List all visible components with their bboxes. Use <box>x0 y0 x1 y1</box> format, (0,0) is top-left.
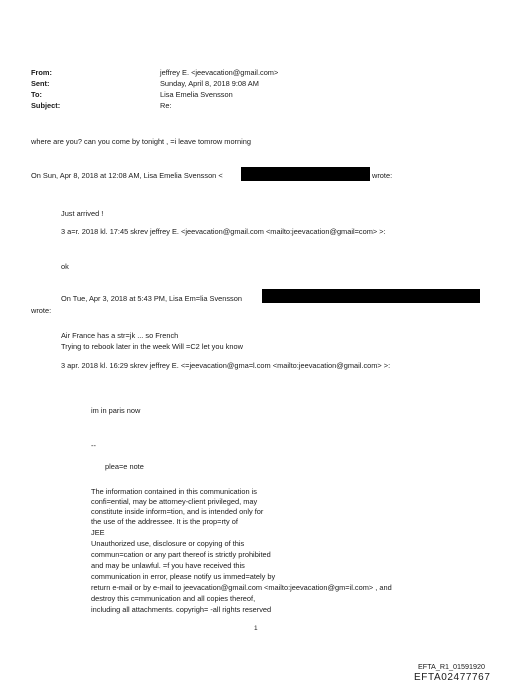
disclaimer-line: commun=cation or any part thereof is strictly prohibited <box>91 550 271 559</box>
to-label: To: <box>31 90 42 99</box>
subject-value: Re: <box>160 101 172 110</box>
paris-line: im in paris now <box>91 406 141 415</box>
disclaimer-line: JEE <box>91 528 105 537</box>
bates-number-small: EFTA_R1_01591920 <box>418 662 485 671</box>
quote2-wrote: wrote: <box>31 306 52 315</box>
from-label: From: <box>31 68 52 77</box>
sent-label: Sent: <box>31 79 50 88</box>
quote1-intro: On Sun, Apr 8, 2018 at 12:08 AM, Lisa Emelia Svensson < <box>31 171 223 180</box>
to-value: Lisa Emelia Svensson <box>160 90 233 99</box>
sent-value: Sunday, April 8, 2018 9:08 AM <box>160 79 259 88</box>
just-arrived: Just arrived ! <box>61 209 104 218</box>
quote2-intro: On Tue, Apr 3, 2018 at 5:43 PM, Lisa Em=lia Svensson <box>61 294 242 303</box>
redaction-block <box>262 289 480 303</box>
ok-line: ok <box>61 262 69 271</box>
disclaimer-line: The information contained in this communication is <box>91 487 257 496</box>
disclaimer-line: destroy this c=mmunication and all copies thereof, <box>91 594 256 603</box>
disclaimer-line: the use of the addressee. It is the prop=rty of <box>91 517 238 526</box>
disclaimer-line: and may be unlawful. =f you have received this <box>91 561 245 570</box>
disclaimer-line: confi=ential, may be attorney-client privileged, may <box>91 497 258 506</box>
disclaimer-line: including all attachments. copyrigh= -all rights reserved <box>91 605 272 614</box>
dashes-line: -- <box>91 441 96 450</box>
disclaimer-line: communication in error, please notify us immed=ately by <box>91 572 276 581</box>
bates-number-large: EFTA02477767 <box>414 672 491 683</box>
disclaimer-line: constitute inside inform=tion, and is intended only for <box>91 507 264 516</box>
quote1-wrote: wrote: <box>372 171 393 180</box>
from-value: jeffrey E. <jeevacation@gmail.com> <box>160 68 279 77</box>
page-number: 1 <box>254 625 258 632</box>
disclaimer-line: Unauthorized use, disclosure or copying of this <box>91 539 245 548</box>
subject-label: Subject: <box>31 101 61 110</box>
skrev-line-1: 3 a=r. 2018 kl. 17:45 skrev jeffrey E. <jeevacation@gmail.com <mailto:jeevacation@gmail=com> >: <box>61 227 386 236</box>
body-line-1: where are you? can you come by tonight , =i leave tomrow morning <box>31 137 251 146</box>
redaction-block <box>241 167 370 181</box>
skrev-line-2: 3 apr. 2018 kl. 16:29 skrev jeffrey E. <=jeevacation@gma=l.com <mailto:jeevacation@gmail.com> >: <box>61 361 391 370</box>
disclaimer-line: return e-mail or by e-mail to jeevacation@gmail.com <mailto:jeevacation@gm=il.com> , and <box>91 583 392 592</box>
rebook-line: Trying to rebook later in the week Will =C2 let you know <box>61 342 243 351</box>
please-note-line: plea=e note <box>105 462 144 471</box>
air-france-line: Air France has a str=jk ... so French <box>61 331 179 340</box>
